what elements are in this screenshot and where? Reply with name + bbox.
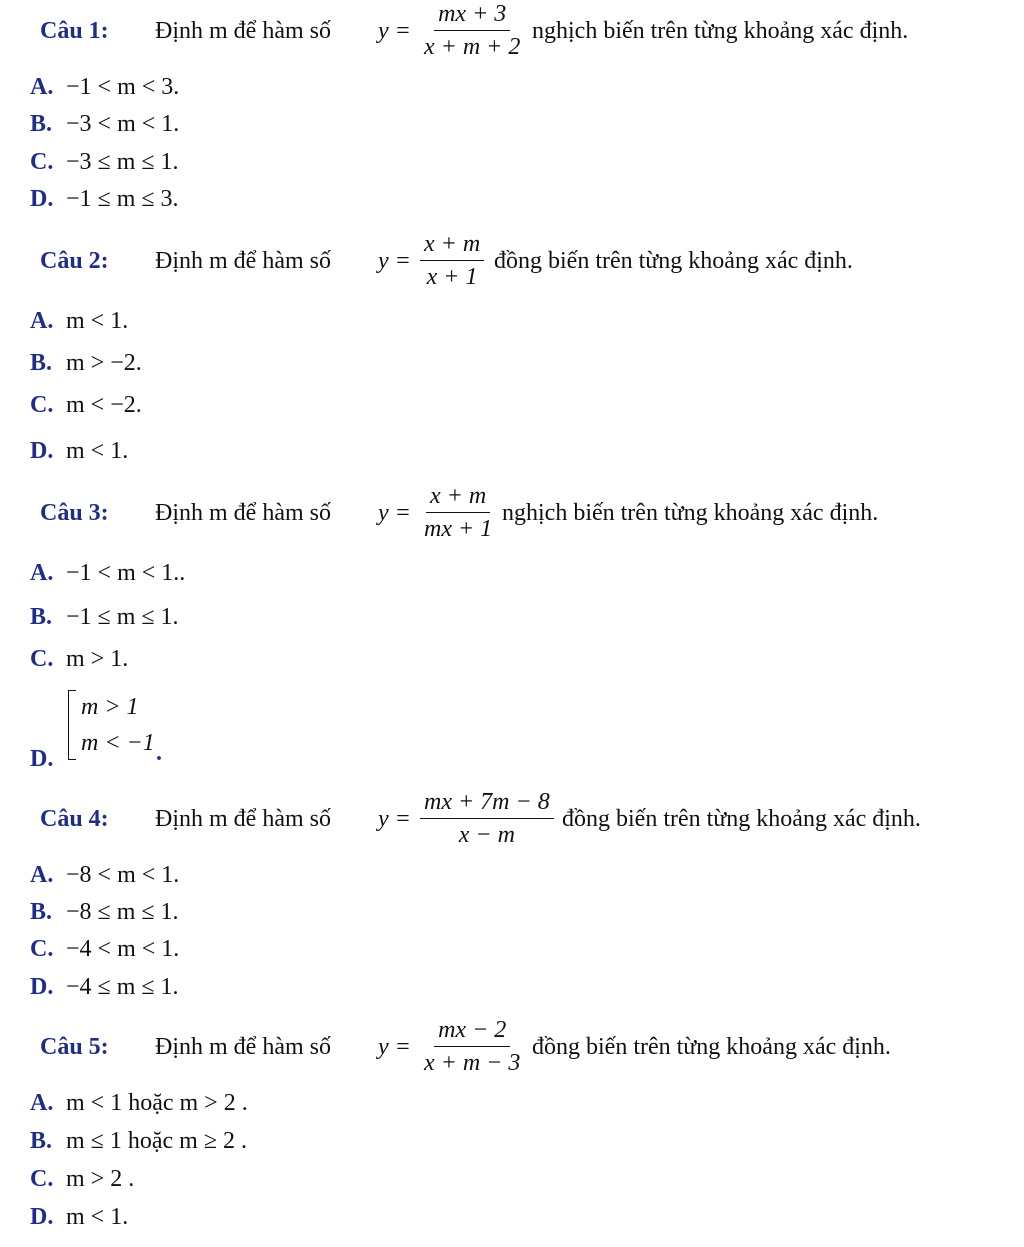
question-suffix: nghịch biến trên từng khoảng xác định. (502, 500, 879, 526)
question-label: Câu 1: (40, 18, 109, 44)
option-label: C. (30, 646, 54, 672)
question-prefix: Định m để hàm số (155, 500, 331, 526)
option-text: m < 1. (66, 1204, 129, 1230)
y-equals: y = (378, 1034, 411, 1060)
option-text: m > 2 . (66, 1166, 135, 1192)
y-equals: y = (378, 248, 411, 274)
question-label: Câu 5: (40, 1034, 109, 1060)
fraction (420, 0, 524, 61)
option-label: A. (30, 74, 54, 100)
option-text: −8 < m < 1. (66, 862, 180, 888)
question-prefix: Định m để hàm số (155, 1034, 331, 1060)
option-label: B. (30, 350, 53, 376)
fraction (420, 230, 484, 291)
option-label: A. (30, 308, 54, 334)
question-prefix: Định m để hàm số (155, 806, 331, 832)
question-prefix: Định m để hàm số (155, 18, 331, 44)
question-4 (40, 790, 1010, 850)
option-d[interactable] (30, 974, 179, 1008)
question-suffix: đồng biến trên từng khoảng xác định. (494, 248, 853, 274)
question-1 (40, 2, 1010, 62)
option-c[interactable] (30, 392, 142, 426)
y-equals: y = (378, 806, 411, 832)
option-label: B. (30, 1128, 53, 1154)
option-text: −8 ≤ m ≤ 1. (66, 899, 179, 925)
question-label: Câu 4: (40, 806, 109, 832)
option-label: C. (30, 149, 54, 175)
fraction (420, 482, 496, 543)
option-text: −1 ≤ m ≤ 1. (66, 604, 179, 630)
option-d[interactable] (30, 746, 66, 780)
option-c[interactable] (30, 149, 179, 183)
numerator: mx + 7m − 8 (420, 788, 554, 819)
fraction (420, 788, 554, 849)
question-label: Câu 3: (40, 500, 109, 526)
option-label: D. (30, 186, 54, 212)
option-a[interactable] (30, 862, 179, 896)
option-b[interactable] (30, 1128, 247, 1162)
option-text: m ≤ 1 hoặc m ≥ 2 . (66, 1128, 247, 1154)
option-label: D. (30, 974, 54, 1000)
option-a[interactable] (30, 560, 185, 594)
option-label: C. (30, 936, 54, 962)
option-label: C. (30, 1166, 54, 1192)
y-equals: y = (378, 18, 411, 44)
option-d-bracket (68, 690, 189, 760)
question-suffix: đồng biến trên từng khoảng xác định. (532, 1034, 891, 1060)
numerator: mx − 2 (434, 1016, 510, 1047)
y-equals: y = (378, 500, 411, 526)
bracket-case-2: m < −1 (81, 730, 155, 756)
option-label: D. (30, 746, 54, 772)
option-a[interactable] (30, 308, 128, 342)
option-label: C. (30, 392, 54, 418)
question-3 (40, 484, 1010, 544)
option-b[interactable] (30, 604, 179, 638)
option-label: A. (30, 1090, 54, 1116)
option-text: m < 1 hoặc m > 2 . (66, 1090, 248, 1116)
question-prefix: Định m để hàm số (155, 248, 331, 274)
option-text: −1 < m < 3. (66, 74, 180, 100)
option-a[interactable] (30, 74, 179, 108)
question-suffix: đồng biến trên từng khoảng xác định. (562, 806, 921, 832)
denominator: x + m + 2 (424, 34, 521, 60)
option-label: B. (30, 899, 53, 925)
option-text: −3 ≤ m ≤ 1. (66, 149, 179, 175)
option-d[interactable] (30, 1204, 128, 1238)
option-text: −1 ≤ m ≤ 3. (66, 186, 179, 212)
option-text: −4 < m < 1. (66, 936, 180, 962)
question-label: Câu 2: (40, 248, 109, 274)
option-text: −4 ≤ m ≤ 1. (66, 974, 179, 1000)
option-c[interactable] (30, 936, 179, 970)
option-text: m < −2. (66, 392, 142, 418)
question-suffix: nghịch biến trên từng khoảng xác định. (532, 18, 909, 44)
option-d[interactable] (30, 438, 128, 472)
option-text: m < 1. (66, 438, 129, 464)
numerator: x + m (420, 230, 484, 261)
option-text: m > −2. (66, 350, 142, 376)
option-d-period: . (156, 740, 162, 766)
option-text: −3 < m < 1. (66, 111, 180, 137)
option-label: A. (30, 560, 54, 586)
bracket-case-1: m > 1 (81, 694, 139, 720)
option-d[interactable] (30, 186, 179, 220)
fraction (420, 1016, 524, 1077)
option-c[interactable] (30, 646, 128, 680)
option-b[interactable] (30, 350, 142, 384)
numerator: mx + 3 (434, 0, 510, 31)
option-c[interactable] (30, 1166, 134, 1200)
denominator: mx + 1 (424, 516, 493, 542)
option-a[interactable] (30, 1090, 248, 1124)
option-text: m > 1. (66, 646, 129, 672)
option-label: D. (30, 438, 54, 464)
option-b[interactable] (30, 899, 179, 933)
option-label: B. (30, 604, 53, 630)
numerator: x + m (426, 482, 490, 513)
option-text: −1 < m < 1.. (66, 560, 186, 586)
denominator: x + m − 3 (424, 1050, 521, 1076)
denominator: x + 1 (426, 264, 478, 290)
option-label: D. (30, 1204, 54, 1230)
option-text: m < 1. (66, 308, 129, 334)
option-b[interactable] (30, 111, 179, 145)
option-label: A. (30, 862, 54, 888)
option-label: B. (30, 111, 53, 137)
question-2 (40, 232, 1010, 292)
question-5 (40, 1018, 1010, 1078)
denominator: x − m (458, 822, 515, 848)
